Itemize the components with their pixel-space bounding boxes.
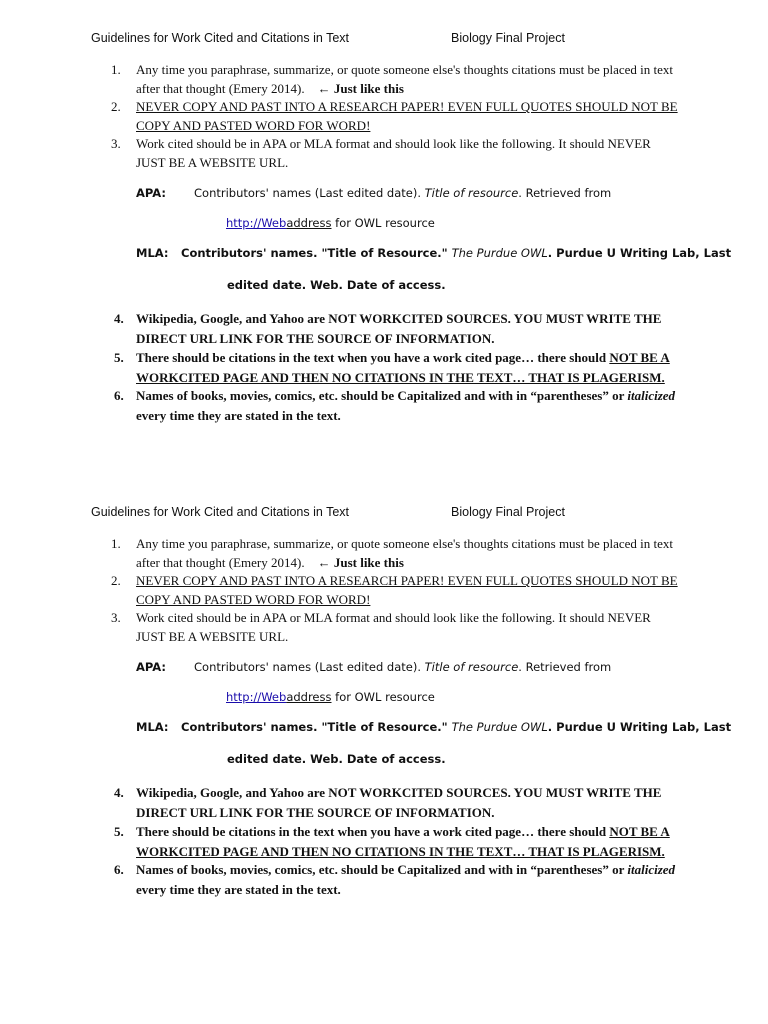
item-text: NEVER COPY AND PAST INTO A RESEARCH PAPER! EVEN FULL QUOTES SHOULD NOT BE COPY AND PASTED WORD FOR WORD! — [136, 99, 678, 133]
apa-url-tail: for OWL resource — [331, 690, 435, 704]
owl-link-address[interactable]: address — [286, 216, 332, 230]
item-text: There should be citations in the text when you have a work cited page… there should — [136, 350, 610, 365]
apa-label: APA: — [136, 660, 166, 674]
just-like-this-note: ← Just like this — [317, 554, 404, 570]
item-number: 6. — [114, 388, 124, 403]
mla-continuation: edited date. Web. Date of access. — [227, 752, 446, 766]
apa-before: Contributors' names (Last edited date). — [194, 660, 425, 674]
mla-continuation: edited date. Web. Date of access. — [227, 278, 446, 292]
item-text: Work cited should be in APA or MLA format and should look like the following. It should NEVER JUST BE A WEBSITE URL. — [136, 610, 651, 644]
apa-url-line — [226, 216, 435, 230]
item-text-italic: italicized — [627, 862, 676, 877]
header-title: Guidelines for Work Cited and Citations in Text — [91, 505, 349, 519]
item-text: Names of books, movies, comics, etc. should be Capitalized and with in “parentheses” or — [136, 388, 628, 403]
apa-citation — [194, 660, 611, 674]
mla-citation — [181, 246, 731, 260]
apa-citation — [194, 186, 611, 200]
apa-url-tail: for OWL resource — [331, 216, 435, 230]
item-number: 1. — [111, 62, 121, 77]
item-number: 6. — [114, 862, 124, 877]
mla-after: . Purdue U Writing Lab, Last — [547, 720, 732, 734]
mla-label: MLA: — [136, 720, 169, 734]
item-text-after: every time they are stated in the text. — [136, 881, 341, 897]
apa-title: Title of resource — [424, 186, 519, 200]
apa-label: APA: — [136, 186, 166, 200]
item-text: Wikipedia, Google, and Yahoo are NOT WORKCITED SOURCES. YOU MUST WRITE THE DIRECT URL LINK FOR THE SOURCE OF INFORMATION. — [136, 311, 662, 346]
header-project: Biology Final Project — [451, 505, 565, 519]
item-number: 5. — [114, 824, 124, 839]
mla-citation — [181, 720, 731, 734]
item-text: Names of books, movies, comics, etc. should be Capitalized and with in “parentheses” or — [136, 862, 628, 877]
item-text: There should be citations in the text when you have a work cited page… there should — [136, 824, 610, 839]
item-number: 4. — [114, 785, 124, 800]
item-text-underlined: NOT BE A WORKCITED PAGE AND THEN NO CITATIONS IN THE TEXT… THAT IS PLAGERISM. — [136, 824, 670, 859]
item-text: NEVER COPY AND PAST INTO A RESEARCH PAPER! EVEN FULL QUOTES SHOULD NOT BE COPY AND PASTED WORD FOR WORD! — [136, 573, 678, 607]
item-text: Work cited should be in APA or MLA format and should look like the following. It should NEVER JUST BE A WEBSITE URL. — [136, 136, 651, 170]
mla-title: The Purdue OWL — [451, 246, 548, 260]
mla-before: Contributors' names. "Title of Resource." — [181, 720, 452, 734]
just-like-this-note: ← Just like this — [317, 80, 404, 96]
guidelines-section — [0, 27, 768, 427]
item-text-underlined: NOT BE A WORKCITED PAGE AND THEN NO CITATIONS IN THE TEXT… THAT IS PLAGERISM. — [136, 350, 670, 385]
mla-title: The Purdue OWL — [451, 720, 548, 734]
apa-before: Contributors' names (Last edited date). — [194, 186, 425, 200]
guidelines-section — [0, 501, 768, 901]
item-text-italic: italicized — [627, 388, 676, 403]
mla-before: Contributors' names. "Title of Resource." — [181, 246, 452, 260]
item-number: 3. — [111, 136, 121, 151]
item-number: 2. — [111, 99, 121, 114]
item-text: Wikipedia, Google, and Yahoo are NOT WORKCITED SOURCES. YOU MUST WRITE THE DIRECT URL LINK FOR THE SOURCE OF INFORMATION. — [136, 785, 662, 820]
header-title: Guidelines for Work Cited and Citations in Text — [91, 31, 349, 45]
item-number: 1. — [111, 536, 121, 551]
item-number: 2. — [111, 573, 121, 588]
mla-after: . Purdue U Writing Lab, Last — [547, 246, 732, 260]
owl-link[interactable]: http://Web — [226, 216, 287, 230]
apa-after: . Retrieved from — [518, 186, 612, 200]
item-number: 3. — [111, 610, 121, 625]
header-project: Biology Final Project — [451, 31, 565, 45]
apa-after: . Retrieved from — [518, 660, 612, 674]
item-number: 5. — [114, 350, 124, 365]
mla-label: MLA: — [136, 246, 169, 260]
apa-title: Title of resource — [424, 660, 519, 674]
item-text-after: every time they are stated in the text. — [136, 407, 341, 423]
owl-link[interactable]: http://Web — [226, 690, 287, 704]
item-text: Any time you paraphrase, summarize, or quote someone else's thoughts citations must be placed in text after that thought (Emery 2014). — [136, 62, 674, 96]
item-text: Any time you paraphrase, summarize, or quote someone else's thoughts citations must be placed in text after that thought (Emery 2014). — [136, 536, 674, 570]
owl-link-address[interactable]: address — [286, 690, 332, 704]
item-number: 4. — [114, 311, 124, 326]
apa-url-line — [226, 690, 435, 704]
